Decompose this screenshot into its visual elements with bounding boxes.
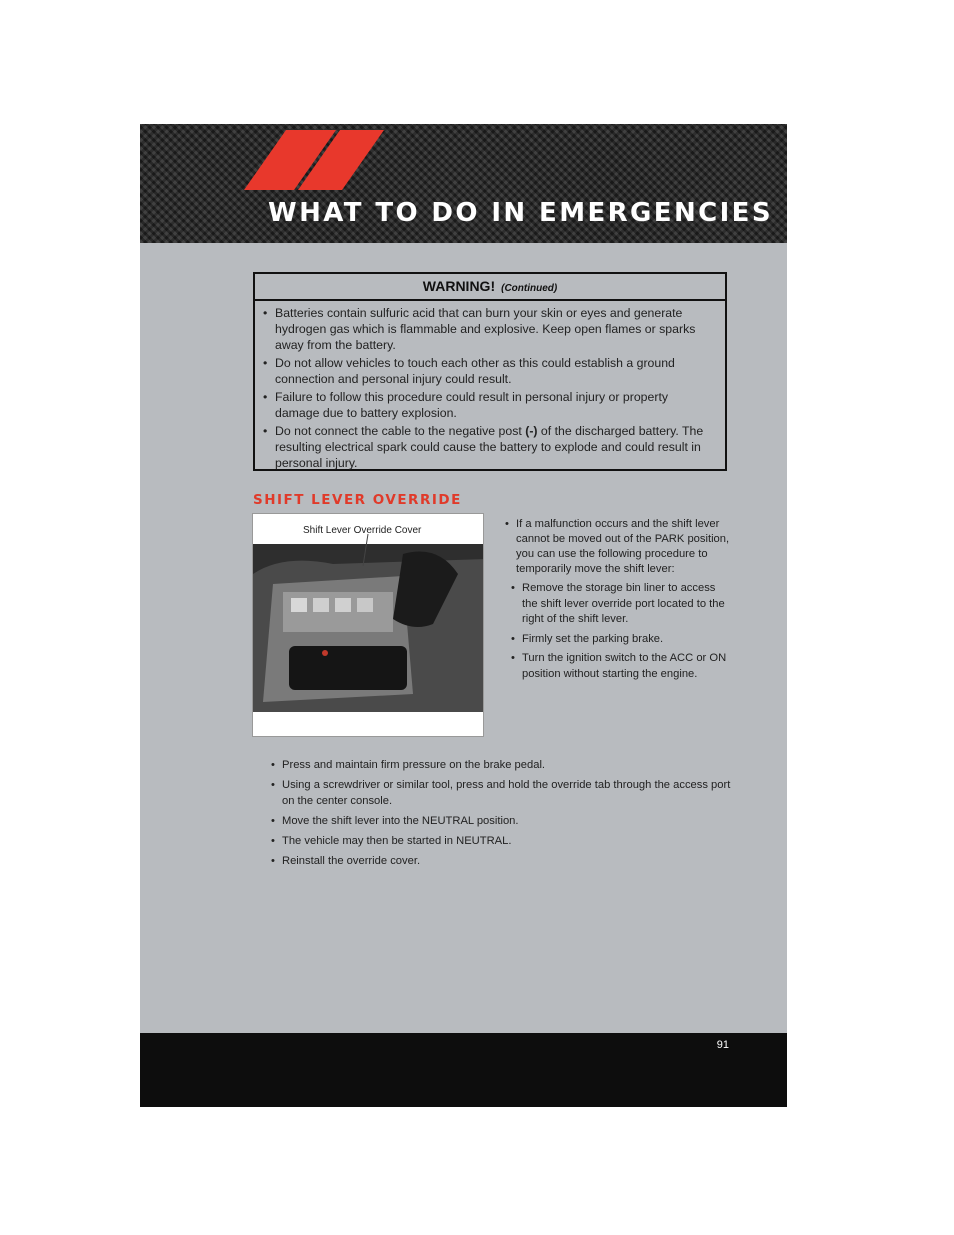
warning-continued: (Continued)	[501, 283, 558, 294]
steps-list-right	[505, 581, 733, 682]
list-item: • Move the shift lever into the NEUTRAL position.	[271, 813, 731, 829]
list-item: • Using a screwdriver or similar tool, press and hold the override tab through the access port on the center console.	[271, 777, 731, 809]
manual-page	[140, 124, 787, 1107]
shift-lever-photo	[252, 513, 484, 737]
steps-list-bottom	[271, 757, 731, 869]
page-title: WHAT TO DO IN EMERGENCIES	[268, 198, 773, 228]
list-item: • The vehicle may then be started in NEUTRAL.	[271, 833, 731, 849]
page-number: 91	[716, 1039, 729, 1051]
warning-title: WARNING!	[422, 278, 496, 294]
warning-item: • Do not allow vehicles to touch each other as this could establish a ground connection and personal injury could result.	[263, 355, 715, 387]
procedure-right-column	[505, 517, 733, 686]
warning-item: • Failure to follow this procedure could result in personal injury or property damage due to battery explosion.	[263, 389, 715, 421]
warning-list	[255, 301, 725, 471]
console-illustration	[253, 514, 484, 737]
section-heading: SHIFT LEVER OVERRIDE	[253, 492, 462, 508]
warning-item: • Do not connect the cable to the negative post (-) of the discharged battery. The resulting electrical spark could cause the battery to explode and could result in personal injury.	[263, 423, 715, 471]
intro-list	[505, 517, 733, 577]
warning-item: • Batteries contain sulfuric acid that can burn your skin or eyes and generate hydrogen gas which is flammable and explosive. Keep open flames or sparks away from the battery.	[263, 305, 715, 353]
intro-item: • If a malfunction occurs and the shift lever cannot be moved out of the PARK position, you can use the following procedure to temporarily move the shift lever:	[505, 517, 733, 577]
list-item: • Reinstall the override cover.	[271, 853, 731, 869]
procedure-bottom	[271, 757, 731, 873]
warning-header	[255, 274, 725, 301]
photo-caption: Shift Lever Override Cover	[303, 525, 422, 536]
list-item: • Turn the ignition switch to the ACC or ON position without starting the engine.	[511, 651, 733, 682]
warning-box	[253, 272, 727, 471]
page-header	[140, 124, 787, 243]
list-item: • Firmly set the parking brake.	[511, 632, 733, 648]
double-slash-stripes-icon	[244, 130, 384, 194]
list-item: • Remove the storage bin liner to access the shift lever override port located to the right of the shift lever.	[511, 581, 733, 628]
list-item: • Press and maintain firm pressure on the brake pedal.	[271, 757, 731, 773]
page-footer	[140, 1033, 787, 1107]
